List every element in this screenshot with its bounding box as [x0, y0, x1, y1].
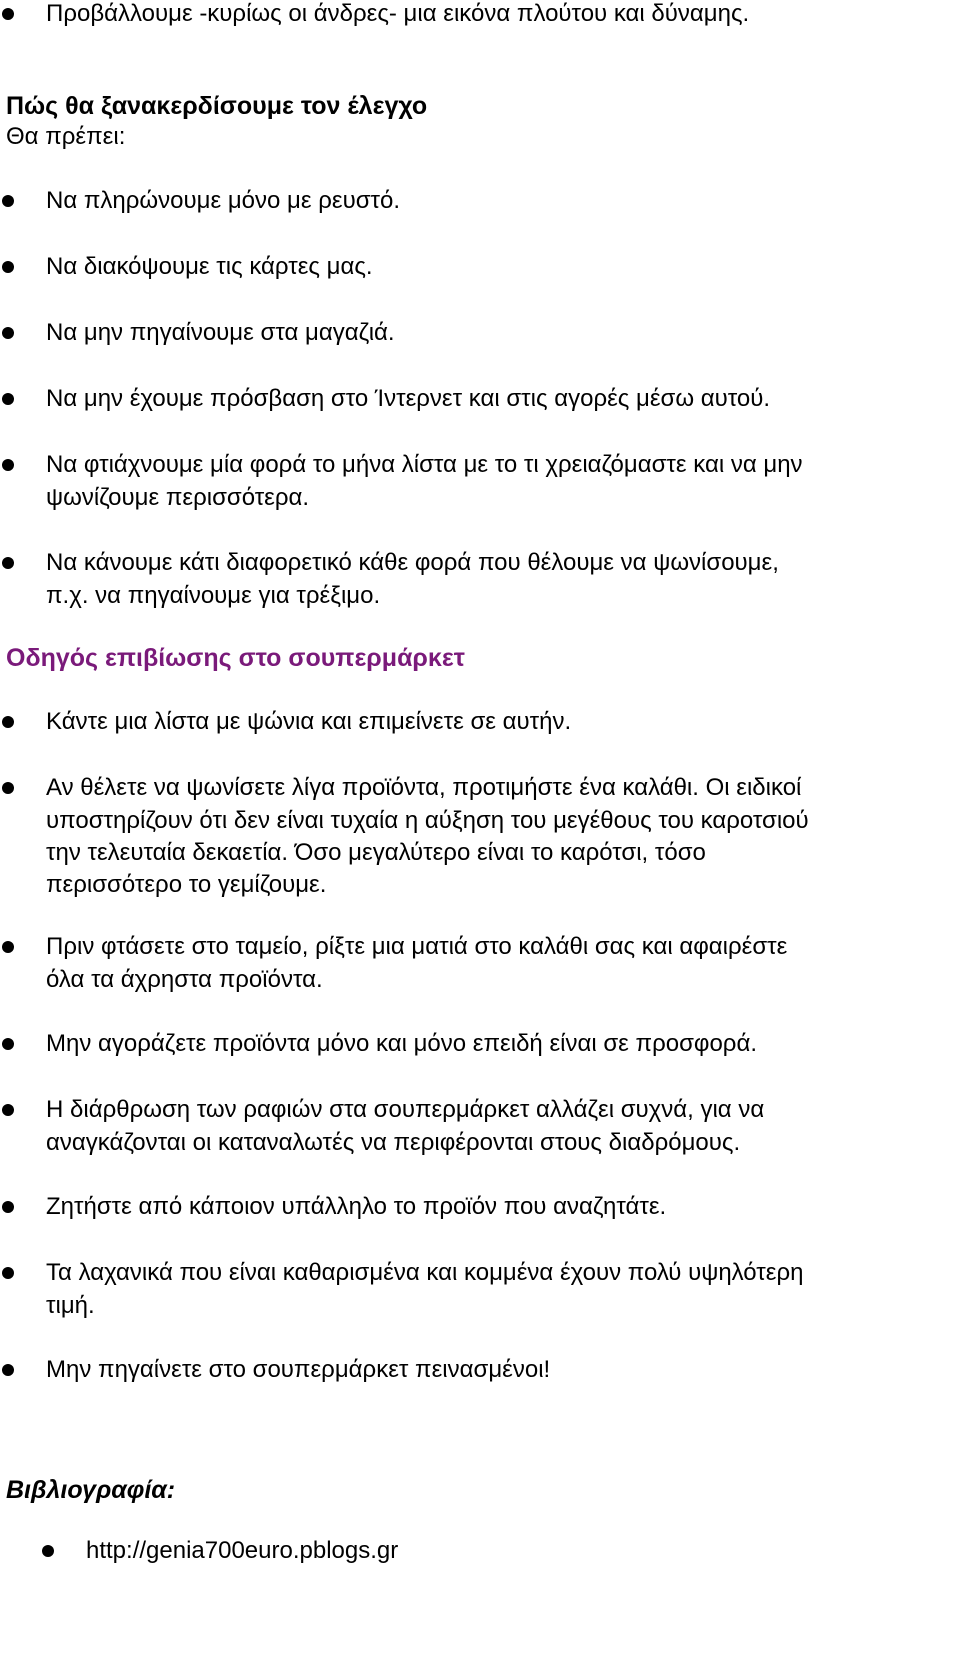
- list-item-continuation: π.χ. να πηγαίνουμε για τρέξιμο.: [46, 582, 381, 609]
- bullet-icon: [2, 716, 14, 728]
- bullet-icon: [2, 393, 14, 405]
- list-item: Μην αγοράζετε προϊόντα μόνο και μόνο επειδή είναι σε προσφορά.: [46, 1030, 757, 1057]
- list-item-continuation: υποστηρίζουν ότι δεν είναι τυχαία η αύξηση του μεγέθους του καροτσιού: [46, 807, 809, 834]
- bullet-icon: [2, 1267, 14, 1279]
- list-item-continuation: την τελευταία δεκαετία. Όσο μεγαλύτερο είναι το καρότσι, τόσο: [46, 839, 706, 866]
- bullet-icon: [2, 1364, 14, 1376]
- list-item: Κάντε μια λίστα με ψώνια και επιμείνετε σε αυτήν.: [46, 708, 572, 735]
- list-item: Μην πηγαίνετε στο σουπερμάρκετ πεινασμένοι!: [46, 1356, 551, 1383]
- list-item: Να κάνουμε κάτι διαφορετικό κάθε φορά που θέλουμε να ψωνίσουμε,: [46, 549, 779, 576]
- section-heading-control: Πώς θα ξανακερδίσουμε τον έλεγχο: [6, 92, 428, 120]
- list-item-continuation: ψωνίζουμε περισσότερα.: [46, 484, 310, 511]
- bullet-icon: [2, 195, 14, 207]
- list-item: Να μην έχουμε πρόσβαση στο Ίντερνετ και στις αγορές μέσω αυτού.: [46, 385, 771, 412]
- bullet-icon: [2, 459, 14, 471]
- bullet-icon: [2, 1104, 14, 1116]
- section-heading-bibliography: Βιβλιογραφία:: [6, 1476, 176, 1504]
- list-item: Η διάρθρωση των ραφιών στα σουπερμάρκετ αλλάζει συχνά, για να: [46, 1096, 765, 1123]
- bullet-icon: [2, 261, 14, 273]
- list-item-continuation: τιμή.: [46, 1292, 95, 1319]
- list-item: Τα λαχανικά που είναι καθαρισμένα και κομμένα έχουν πολύ υψηλότερη: [46, 1259, 804, 1286]
- bibliography-link[interactable]: http://genia700euro.pblogs.gr: [86, 1537, 399, 1564]
- bullet-icon: [2, 941, 14, 953]
- bullet-icon: [2, 1038, 14, 1050]
- section-intro: Θα πρέπει:: [6, 123, 126, 150]
- list-item: Πριν φτάσετε στο ταμείο, ρίξτε μια ματιά στο καλάθι σας και αφαιρέστε: [46, 933, 788, 960]
- list-item: Ζητήστε από κάποιον υπάλληλο το προϊόν που αναζητάτε.: [46, 1193, 667, 1220]
- bullet-icon: [2, 1201, 14, 1213]
- list-item-continuation: όλα τα άχρηστα προϊόντα.: [46, 966, 323, 993]
- bullet-icon: [2, 782, 14, 794]
- list-item: Να πληρώνουμε μόνο με ρευστό.: [46, 187, 401, 214]
- list-item: Να διακόψουμε τις κάρτες μας.: [46, 253, 373, 280]
- list-item: Να μην πηγαίνουμε στα μαγαζιά.: [46, 319, 395, 346]
- list-item: Αν θέλετε να ψωνίσετε λίγα προϊόντα, προτιμήστε ένα καλάθι. Οι ειδικοί: [46, 774, 802, 801]
- bullet-icon: [42, 1545, 54, 1557]
- list-item-continuation: περισσότερο το γεμίζουμε.: [46, 871, 327, 898]
- list-item-continuation: αναγκάζονται οι καταναλωτές να περιφέρονται στους διαδρόμους.: [46, 1129, 741, 1156]
- section-heading-guide: Οδηγός επιβίωσης στο σουπερμάρκετ: [6, 644, 465, 672]
- bullet-icon: [2, 557, 14, 569]
- list-item: Προβάλλουμε -κυρίως οι άνδρες- μια εικόνα πλούτου και δύναμης.: [46, 0, 750, 27]
- bullet-icon: [2, 8, 14, 20]
- bullet-icon: [2, 327, 14, 339]
- list-item: Να φτιάχνουμε μία φορά το μήνα λίστα με το τι χρειαζόμαστε και να μην: [46, 451, 803, 478]
